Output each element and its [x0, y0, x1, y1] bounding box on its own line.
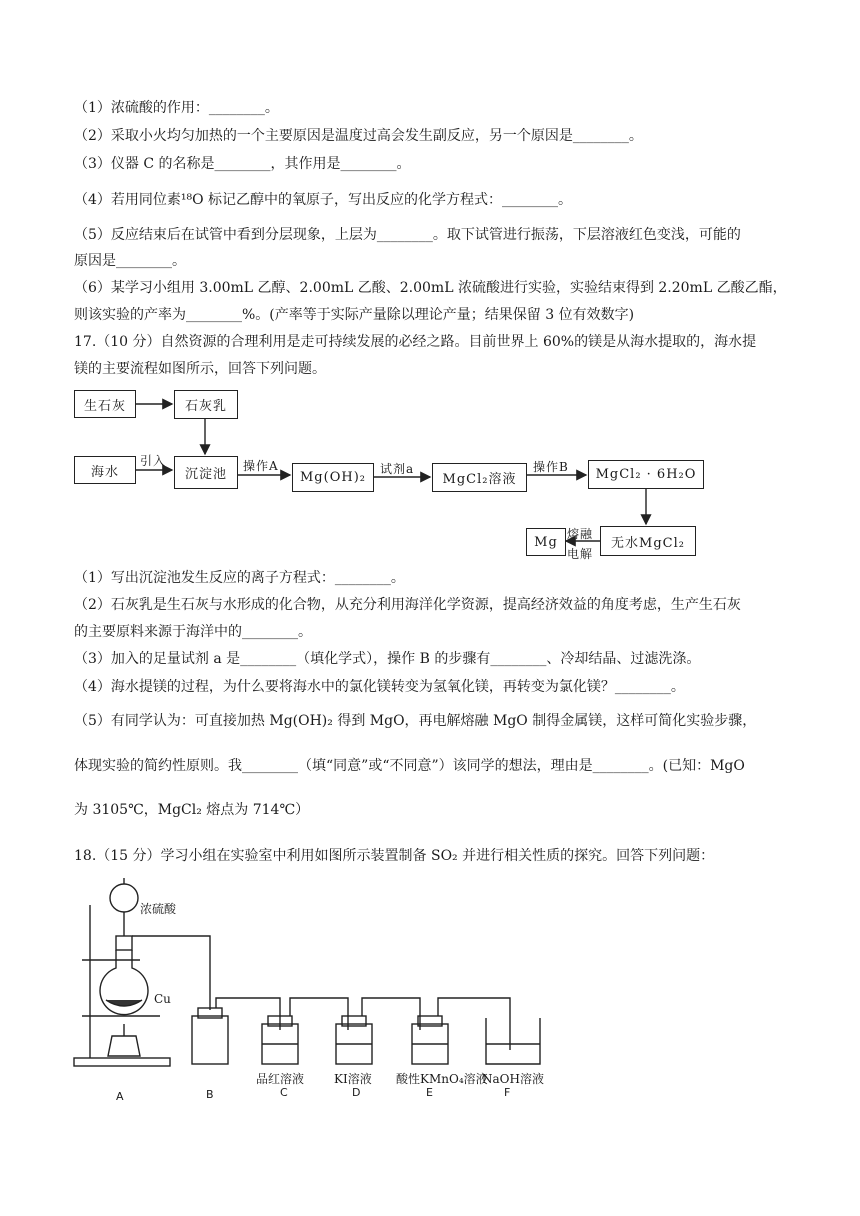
- flow-box-mg: Mg: [526, 528, 566, 556]
- q16-part6-cont: 则该实验的产率为________%。(产率等于实际产量除以理论产量；结果保留 3 位有效数字): [74, 307, 635, 323]
- q16-part6: （6）某学习小组用 3.00mL 乙醇、2.00mL 乙酸、2.00mL 浓硫酸进行实验，实验结束得到 2.20mL 乙酸乙酯，: [74, 280, 787, 296]
- flow-box-lime-milk: 石灰乳: [174, 390, 238, 419]
- q17-part3: （3）加入的足量试剂 a 是________（填化学式），操作 B 的步骤有________、冷却结晶、过滤洗涤。: [74, 651, 701, 667]
- label-conc-sulfuric-acid: 浓硫酸: [140, 902, 177, 916]
- flow-label-molten: 熔融: [567, 527, 594, 541]
- flow-label-operation-b: 操作B: [533, 460, 569, 474]
- q17-part4: （4）海水提镁的过程，为什么要将海水中的氯化镁转变为氢氧化镁，再转变为氯化镁？________。: [74, 679, 685, 695]
- flow-label-reagent-a: 试剂a: [380, 462, 415, 476]
- flow-box-quicklime: 生石灰: [74, 390, 136, 418]
- q17-part5-cont: 体现实验的简约性原则。我________（填“同意”或“不同意”）该同学的想法，理由是________。(已知：MgO: [74, 758, 745, 774]
- letter-d: D: [352, 1086, 361, 1099]
- label-cu: Cu: [154, 992, 171, 1006]
- label-naoh-solution: NaOH溶液: [482, 1072, 544, 1086]
- letter-f: F: [504, 1086, 511, 1099]
- q18-stem: 18.（15 分）学习小组在实验室中利用如图所示装置制备 SO₂ 并进行相关性质的探究。回答下列问题：: [74, 848, 715, 864]
- q17-part2: （2）石灰乳是生石灰与水形成的化合物，从充分利用海洋化学资源，提高经济效益的角度考虑，生产生石灰: [74, 597, 741, 613]
- label-ki-solution: KI溶液: [334, 1072, 372, 1086]
- q17-part5-cont2: 为 3105℃，MgCl₂ 熔点为 714℃）: [74, 802, 310, 818]
- flow-box-mgcl2-solution: MgCl₂溶液: [432, 463, 527, 492]
- label-acidic-kmno4: 酸性KMnO₄溶液: [396, 1072, 488, 1086]
- letter-b: B: [206, 1088, 214, 1101]
- q16-part4: （4）若用同位素¹⁸O 标记乙醇中的氧原子，写出反应的化学方程式：________。: [74, 192, 573, 208]
- q16-part2: （2）采取小火均匀加热的一个主要原因是温度过高会发生副反应，另一个原因是________。: [74, 128, 643, 144]
- label-magenta-solution: 品红溶液: [256, 1072, 305, 1086]
- q16-part3: （3）仪器 C 的名称是________，其作用是________。: [74, 156, 411, 172]
- flow-box-mg-hydroxide: Mg(OH)₂: [292, 463, 374, 492]
- letter-c: C: [280, 1086, 288, 1099]
- flow-label-operation-a: 操作A: [243, 459, 279, 473]
- flow-label-electrolysis: 电解: [567, 547, 594, 561]
- flow-box-mgcl2-hexahydrate: MgCl₂ · 6H₂O: [588, 460, 704, 489]
- q17-part5: （5）有同学认为：可直接加热 Mg(OH)₂ 得到 MgO，再电解熔融 MgO 制得金属镁，这样可简化实验步骤，: [74, 713, 757, 729]
- q17-part1: （1）写出沉淀池发生反应的离子方程式：________。: [74, 570, 405, 586]
- q17-stem-cont: 镁的主要流程如图所示，回答下列问题。: [74, 361, 326, 377]
- q17-stem: 17.（10 分）自然资源的合理利用是走可持续发展的必经之路。目前世界上 60%的镁是从海水提取的，海水提: [74, 334, 757, 350]
- q16-part1: （1）浓硫酸的作用：________。: [74, 100, 279, 116]
- flow-box-seawater: 海水: [74, 456, 136, 484]
- q16-part5-cont: 原因是________。: [74, 253, 186, 269]
- q17-part2-cont: 的主要原料来源于海洋中的________。: [74, 624, 312, 640]
- flow-label-introduce: 引入: [140, 454, 167, 468]
- letter-e: E: [426, 1086, 433, 1099]
- flow-box-settling-tank: 沉淀池: [174, 456, 238, 489]
- flow-box-anhydrous-mgcl2: 无水MgCl₂: [600, 526, 696, 556]
- letter-a: A: [116, 1090, 124, 1103]
- q16-part5: （5）反应结束后在试管中看到分层现象，上层为________。取下试管进行振荡，下层溶液红色变浅，可能的: [74, 227, 741, 243]
